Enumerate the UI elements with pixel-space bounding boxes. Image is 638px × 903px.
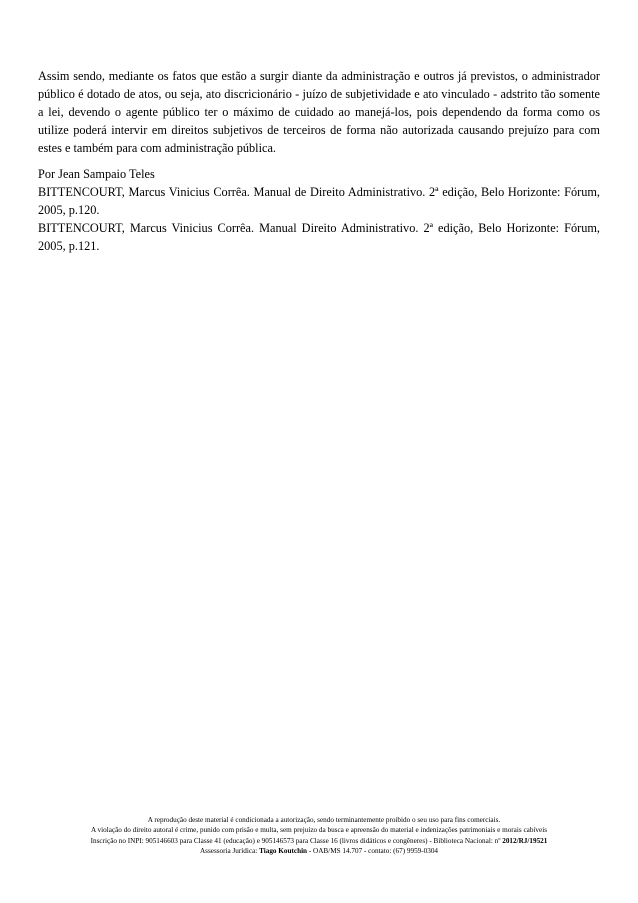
footer-legal-contact-line <box>30 846 608 856</box>
footer-reproduction-notice: A reprodução deste material é condicionada a autorização, sendo terminantemente proibido o seu uso para fins comerciais. <box>147 816 501 824</box>
page-footer <box>30 815 608 856</box>
reference-1: BITTENCOURT, Marcus Vinicius Corrêa. Manual de Direito Administrativo. 2ª edição, Belo Horizonte: Fórum, 2005, p.120. <box>38 185 600 217</box>
footer-registration-line <box>30 836 608 846</box>
references-block <box>38 165 600 255</box>
footer-legal-prefix: Assessoria Jurídica: <box>199 846 260 855</box>
document-body <box>38 67 600 255</box>
footer-legal-suffix: - OAB/MS 14.707 - contato: (67) 9959-0304 <box>307 846 439 855</box>
footer-registration-prefix: Inscrição no INPI: 905146603 para Classe 41 (educação) e 905146573 para Classe 16 (livros didáticos e congêneres) - Biblioteca Nacional: nº <box>90 836 503 845</box>
author-line: Por Jean Sampaio Teles <box>38 167 155 181</box>
footer-copyright-notice: A violação do direito autoral é crime, punido com prisão e multa, sem prejuízo da busca e apreensão do material e indenizações patrimoniais e morais cabíveis <box>90 826 548 835</box>
footer-registration-number: 2012/RJ/19521 <box>502 836 548 845</box>
footer-lawyer-name: Tiago Koutchin <box>259 846 308 855</box>
body-paragraph: Assim sendo, mediante os fatos que estão a surgir diante da administração e outros já previstos, o administrador público é dotado de atos, ou seja, ato discricionário - juízo de subjetividade e ato vinculado - adstrito tão somente a lei, devendo o agente público ter o máximo de cuidado ao manejá-los, pois dependendo da forma como os utilize poderá intervir em direitos subjetivos de terceiros de forma não autorizada causando prejuízo para com estes e também para com administração pública. <box>38 69 600 155</box>
reference-2: BITTENCOURT, Marcus Vinicius Corrêa. Manual Direito Administrativo. 2ª edição, Belo Horizonte: Fórum, 2005, p.121. <box>38 221 600 253</box>
